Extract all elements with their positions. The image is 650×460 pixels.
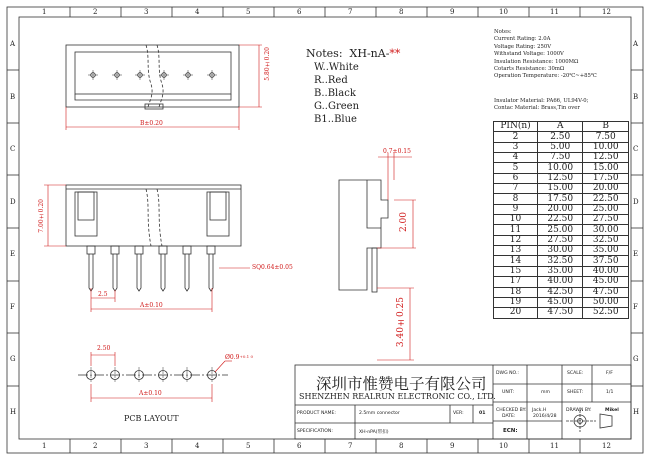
pcb-layout-label: PCB LAYOUT bbox=[124, 414, 179, 423]
specification-label: SPECIFICATION: bbox=[297, 429, 333, 434]
dim-a: 47.50 bbox=[537, 308, 583, 318]
pin-count: 7 bbox=[494, 184, 538, 194]
ecn-label: ECN: bbox=[503, 428, 518, 434]
dwg-no-label: DWG NO.: bbox=[496, 371, 519, 376]
table-row bbox=[494, 153, 629, 163]
col-label: 2 bbox=[93, 8, 98, 16]
table-row bbox=[494, 235, 629, 245]
col-label: 9 bbox=[450, 8, 455, 16]
pin-count: 14 bbox=[494, 256, 538, 266]
header-b: B bbox=[583, 122, 629, 132]
col-label: 12 bbox=[602, 442, 611, 450]
wire-color-item: R..Red bbox=[314, 75, 348, 86]
table-row bbox=[494, 132, 629, 142]
table-row bbox=[494, 225, 629, 235]
pin-count: 15 bbox=[494, 266, 538, 276]
row-label: B bbox=[10, 93, 16, 101]
row-label: G bbox=[10, 355, 16, 363]
row-label: H bbox=[10, 408, 17, 416]
dim-b: 22.50 bbox=[583, 194, 629, 204]
col-label: 1 bbox=[42, 442, 47, 450]
unit-label: UNIT: bbox=[502, 390, 515, 395]
notes-header bbox=[306, 47, 400, 60]
wire-color-item: G..Green bbox=[314, 101, 360, 112]
table-row bbox=[494, 215, 629, 225]
col-label: 1 bbox=[42, 8, 47, 16]
dim-b: 52.50 bbox=[583, 308, 629, 318]
dim-a: 27.50 bbox=[537, 235, 583, 245]
row-label: F bbox=[10, 303, 15, 311]
dim-a: 15.00 bbox=[537, 184, 583, 194]
sheet-value: 1/1 bbox=[606, 390, 614, 395]
header-pin: PIN(n) bbox=[494, 122, 538, 132]
pin-dimension-table bbox=[493, 121, 629, 319]
pin-count: 4 bbox=[494, 153, 538, 163]
dim-pin-square: SQ0.64±0.05 bbox=[252, 264, 293, 271]
table-row bbox=[494, 256, 629, 266]
table-row bbox=[494, 173, 629, 183]
pin-count: 13 bbox=[494, 246, 538, 256]
wire-color-list bbox=[314, 61, 359, 126]
col-label: 6 bbox=[297, 442, 302, 450]
col-label: 3 bbox=[144, 442, 149, 450]
row-label: A bbox=[10, 40, 16, 48]
dim-b: 32.50 bbox=[583, 235, 629, 245]
table-row bbox=[494, 194, 629, 204]
dim-top-width: B±0.20 bbox=[140, 120, 163, 127]
dim-b: 25.00 bbox=[583, 204, 629, 214]
col-label: 9 bbox=[450, 442, 455, 450]
material-notes bbox=[494, 98, 588, 113]
version-value: 01 bbox=[479, 411, 486, 416]
dim-b: 20.00 bbox=[583, 184, 629, 194]
table-row bbox=[494, 184, 629, 194]
row-label: E bbox=[10, 250, 16, 258]
column-numbers-bottom bbox=[0, 442, 650, 451]
pcb-view bbox=[78, 367, 228, 383]
unit-value: mm bbox=[541, 390, 550, 395]
col-label: 10 bbox=[499, 8, 508, 16]
specification-value: XH-nPA(带扣) bbox=[359, 430, 389, 435]
col-label: 11 bbox=[550, 442, 559, 450]
dim-b: 47.50 bbox=[583, 287, 629, 297]
dim-a: 30.00 bbox=[537, 246, 583, 256]
dim-b: 40.00 bbox=[583, 266, 629, 276]
dim-a: 32.50 bbox=[537, 256, 583, 266]
dim-a: 17.50 bbox=[537, 194, 583, 204]
dim-side-mid: 2.00 bbox=[399, 212, 409, 233]
dim-pcb-a: A±0.10 bbox=[139, 390, 162, 397]
dim-front-height: 7.00±0.20 bbox=[38, 199, 45, 233]
spec-line: Insulation Resistance: 1000MΩ bbox=[494, 58, 579, 65]
col-label: 5 bbox=[246, 442, 251, 450]
dim-pitch: 2.5 bbox=[98, 291, 108, 298]
company-name-chinese: 深圳市惟赞电子有限公司 bbox=[316, 375, 487, 393]
dim-a: 5.00 bbox=[537, 142, 583, 152]
row-label: A bbox=[633, 40, 639, 48]
col-label: 12 bbox=[602, 8, 611, 16]
table-header-row bbox=[494, 122, 629, 132]
table-row bbox=[494, 142, 629, 152]
side-view bbox=[339, 180, 388, 292]
dim-b: 37.50 bbox=[583, 256, 629, 266]
table-row bbox=[494, 204, 629, 214]
wire-color-item: B..Black bbox=[314, 88, 356, 99]
dim-b: 45.00 bbox=[583, 277, 629, 287]
material-line: Contac Material: Brass,Tin over bbox=[494, 105, 580, 112]
dim-side-pin: 3.40±0.25 bbox=[396, 297, 406, 348]
row-letters-left bbox=[10, 0, 18, 460]
dim-a: 25.00 bbox=[537, 225, 583, 235]
dim-a: 42.50 bbox=[537, 287, 583, 297]
product-name-value: 2.5mm connector bbox=[359, 411, 400, 416]
checked-by-label: CHECKED BY: bbox=[496, 408, 527, 413]
version-label: VER: bbox=[453, 411, 464, 416]
table-row bbox=[494, 163, 629, 173]
notes-title: Notes: bbox=[306, 47, 343, 60]
col-label: 2 bbox=[93, 442, 98, 450]
row-label: C bbox=[633, 145, 639, 153]
wire-color-item: B1..Blue bbox=[314, 114, 357, 125]
part-number: XH-nA- bbox=[349, 47, 390, 60]
pin-count: 12 bbox=[494, 235, 538, 245]
drawn-by-label: DRAWN BY: bbox=[566, 408, 592, 413]
dim-a: 20.00 bbox=[537, 204, 583, 214]
pin-count: 19 bbox=[494, 297, 538, 307]
dim-hole bbox=[225, 354, 253, 361]
pin-count: 20 bbox=[494, 308, 538, 318]
dim-top-height: 5.80±0.20 bbox=[264, 47, 271, 81]
pin-count: 2 bbox=[494, 132, 538, 142]
drawn-by-value: Mikel bbox=[605, 408, 619, 413]
col-label: 8 bbox=[399, 442, 404, 450]
table-row bbox=[494, 266, 629, 276]
pin-count: 5 bbox=[494, 163, 538, 173]
wire-color-item: W..White bbox=[314, 62, 359, 73]
col-label: 7 bbox=[348, 8, 353, 16]
table-row bbox=[494, 277, 629, 287]
row-label: H bbox=[633, 408, 640, 416]
dim-b: 50.00 bbox=[583, 297, 629, 307]
col-label: 4 bbox=[195, 442, 200, 450]
col-label: 6 bbox=[297, 8, 302, 16]
dim-a: 45.00 bbox=[537, 297, 583, 307]
dim-a: 35.00 bbox=[537, 266, 583, 276]
company-name-english: SHENZHEN REALRUN ELECTRONIC CO., LTD. bbox=[299, 392, 496, 401]
dim-b: 12.50 bbox=[583, 153, 629, 163]
dim-a: 10.00 bbox=[537, 163, 583, 173]
spec-line: Notes: bbox=[494, 29, 512, 35]
row-label: G bbox=[633, 355, 639, 363]
spec-line: Withstand Voltage: 1000V bbox=[494, 51, 564, 58]
dim-a: 40.00 bbox=[537, 277, 583, 287]
dim-b: 35.00 bbox=[583, 246, 629, 256]
row-label: F bbox=[633, 303, 638, 311]
row-label: C bbox=[10, 145, 16, 153]
scale-label: SCALE: bbox=[567, 371, 584, 376]
pin-count: 18 bbox=[494, 287, 538, 297]
pin-count: 8 bbox=[494, 194, 538, 204]
scale-value: F/F bbox=[606, 371, 613, 376]
product-name-label: PRODUCT NAME: bbox=[297, 411, 336, 416]
header-a: A bbox=[537, 122, 583, 132]
material-line: Insulator Material: PA66, UL94V-0; bbox=[494, 98, 589, 104]
row-label: D bbox=[10, 198, 16, 206]
col-label: 8 bbox=[399, 8, 404, 16]
dim-front-a: A±0.10 bbox=[140, 302, 163, 309]
spec-line: Voltage Rating: 250V bbox=[494, 43, 552, 50]
col-label: 4 bbox=[195, 8, 200, 16]
checked-by-value: Jack.H bbox=[532, 408, 547, 413]
spec-line: Cotarts Resistance: 30mΩ bbox=[494, 66, 565, 73]
dim-a: 12.50 bbox=[537, 173, 583, 183]
pin-count: 6 bbox=[494, 173, 538, 183]
dim-a: 22.50 bbox=[537, 215, 583, 225]
pin-count: 11 bbox=[494, 225, 538, 235]
row-label: E bbox=[633, 250, 639, 258]
dim-b: 10.00 bbox=[583, 142, 629, 152]
spec-notes bbox=[494, 29, 597, 81]
col-label: 5 bbox=[246, 8, 251, 16]
top-view bbox=[66, 45, 239, 109]
col-label: 3 bbox=[144, 8, 149, 16]
sheet-label: SHEET: bbox=[567, 390, 584, 395]
spec-line: Operation Temperature: -20℃~+85℃ bbox=[494, 73, 597, 80]
column-numbers-top bbox=[0, 8, 650, 17]
dim-a: 2.50 bbox=[537, 132, 583, 142]
hole-tolerance: +0.1 0 bbox=[239, 354, 253, 359]
row-letters-right bbox=[633, 0, 641, 460]
table-row bbox=[494, 287, 629, 297]
spec-line: Current Rating: 2.0A bbox=[494, 36, 551, 43]
part-suffix: ** bbox=[389, 47, 401, 60]
dim-b: 27.50 bbox=[583, 215, 629, 225]
dim-pcb-pitch: 2.50 bbox=[97, 345, 111, 352]
front-view bbox=[66, 185, 241, 291]
col-label: 11 bbox=[550, 8, 559, 16]
dim-a: 7.50 bbox=[537, 153, 583, 163]
pin-count: 3 bbox=[494, 142, 538, 152]
pin-count: 9 bbox=[494, 204, 538, 214]
dim-b: 30.00 bbox=[583, 225, 629, 235]
dim-b: 17.50 bbox=[583, 173, 629, 183]
table-row bbox=[494, 308, 629, 318]
col-label: 7 bbox=[348, 442, 353, 450]
date-value: 2016/4/28 bbox=[533, 414, 557, 419]
pin-count: 10 bbox=[494, 215, 538, 225]
dim-b: 7.50 bbox=[583, 132, 629, 142]
table-row bbox=[494, 297, 629, 307]
col-label: 10 bbox=[499, 442, 508, 450]
row-label: B bbox=[633, 93, 639, 101]
date-label: DATE: bbox=[502, 414, 516, 419]
dim-b: 15.00 bbox=[583, 163, 629, 173]
pin-count: 17 bbox=[494, 277, 538, 287]
dim-side-top: 0.7±0.15 bbox=[383, 148, 411, 155]
hole-diameter: Ø0.9 bbox=[225, 354, 240, 361]
table-row bbox=[494, 246, 629, 256]
row-label: D bbox=[633, 198, 639, 206]
